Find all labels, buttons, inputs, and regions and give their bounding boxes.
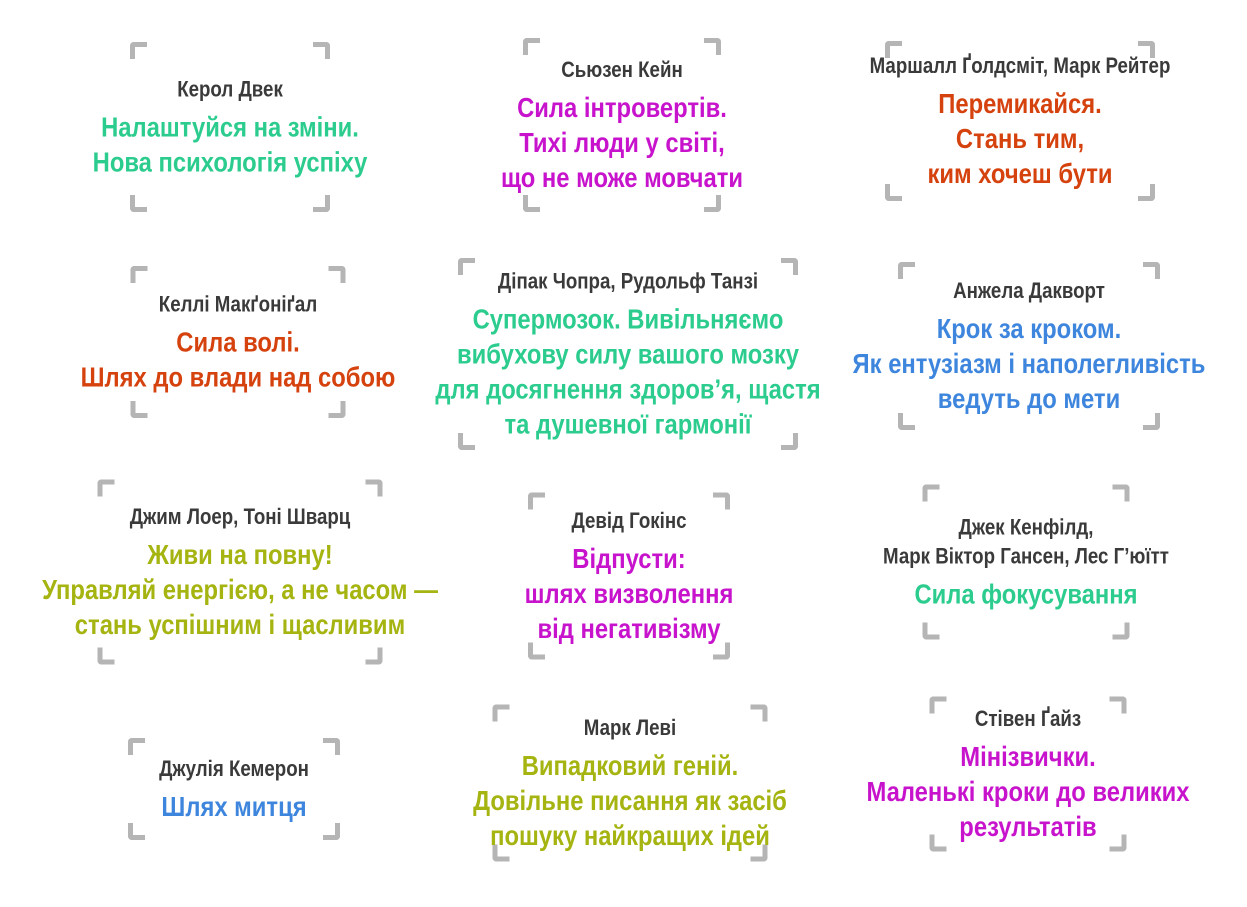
book-title xyxy=(853,311,1206,416)
crop-mark-bottom-right-icon xyxy=(1113,623,1130,640)
book-text xyxy=(883,513,1169,612)
title-line: Сила волі. xyxy=(176,326,300,358)
book-title xyxy=(473,748,787,853)
book-author xyxy=(435,267,820,296)
title-line: Крок за кроком. xyxy=(936,313,1122,344)
book-author xyxy=(42,502,438,531)
title-line: Відпусти: xyxy=(572,543,686,574)
title-line: Налаштуйся на зміни. xyxy=(101,111,359,143)
book-text xyxy=(473,713,787,853)
book-author xyxy=(501,55,743,84)
book-author xyxy=(853,276,1206,305)
crop-mark-bottom-right-icon xyxy=(313,195,330,212)
title-line: Супермозок. Вивільняємо xyxy=(472,303,784,335)
title-line: ким хочеш бути xyxy=(927,158,1113,189)
title-line: від негативізму xyxy=(537,613,721,644)
book-text xyxy=(525,506,734,646)
author-line: Сьюзен Кейн xyxy=(561,57,683,82)
book-author xyxy=(525,506,734,535)
book-text xyxy=(870,51,1171,191)
book-text xyxy=(81,290,396,395)
author-line: Діпак Чопра, Рудольф Танзі xyxy=(497,268,759,294)
crop-mark-bottom-left-icon xyxy=(128,823,145,840)
book-title xyxy=(501,90,743,195)
author-line: Анжела Дакворт xyxy=(953,278,1105,303)
author-line: Маршалл Ґолдсміт, Марк Рейтер xyxy=(869,53,1171,78)
crop-mark-bottom-right-icon xyxy=(329,401,346,418)
book-text xyxy=(159,754,309,824)
crop-mark-top-left-icon xyxy=(923,485,940,502)
author-line: Джек Кенфілд, xyxy=(958,514,1094,540)
book-title xyxy=(93,110,368,180)
crop-mark-bottom-left-icon xyxy=(131,401,148,418)
book-author xyxy=(883,513,1169,571)
title-line: Як ентузіазм і наполегливість xyxy=(852,348,1206,379)
book-title xyxy=(870,86,1171,191)
title-line: Мінізвички. xyxy=(960,741,1096,772)
title-line: Довільне писання як засіб xyxy=(473,785,787,816)
book-text xyxy=(42,502,438,642)
crop-mark-top-right-icon xyxy=(704,38,721,55)
book-title xyxy=(159,789,309,824)
title-line: шлях визволення xyxy=(524,578,734,609)
crop-mark-top-left-icon xyxy=(130,42,147,59)
author-line: Марк Віктор Гансен, Лес Г’юїтт xyxy=(883,543,1169,569)
crop-mark-bottom-left-icon xyxy=(98,648,115,665)
title-line: Тихі люди у світі, xyxy=(519,127,725,158)
book-title xyxy=(435,302,820,442)
title-line: Стань тим, xyxy=(955,123,1085,154)
crop-mark-top-right-icon xyxy=(366,480,383,497)
crop-mark-bottom-left-icon xyxy=(523,195,540,212)
crop-mark-bottom-right-icon xyxy=(704,195,721,212)
title-line: Перемикайся. xyxy=(938,88,1102,119)
title-line: пошуку найкращих ідей xyxy=(490,820,770,851)
crop-mark-top-left-icon xyxy=(523,38,540,55)
title-line: Шлях митця xyxy=(161,791,307,822)
author-line: Джим Лоер, Тоні Шварц xyxy=(129,504,351,529)
book-author xyxy=(866,704,1189,733)
title-line: Сила інтровертів. xyxy=(517,92,727,123)
title-line: Випадковий геній. xyxy=(521,750,739,781)
title-line: ведуть до мети xyxy=(937,383,1121,414)
crop-mark-top-right-icon xyxy=(1113,485,1130,502)
crop-mark-top-left-icon xyxy=(98,480,115,497)
author-line: Стівен Ґайз xyxy=(974,706,1082,731)
author-line: Девід Гокінс xyxy=(571,508,687,533)
book-author xyxy=(473,713,787,742)
title-line: Живи на повну! xyxy=(147,539,333,570)
crop-mark-top-left-icon xyxy=(128,738,145,755)
title-line: та душевної гармонії xyxy=(504,408,752,440)
crop-mark-top-left-icon xyxy=(131,266,148,283)
crop-mark-top-right-icon xyxy=(329,266,346,283)
crop-mark-bottom-right-icon xyxy=(323,823,340,840)
title-line: Шлях до влади над собою xyxy=(80,361,396,393)
crop-mark-bottom-left-icon xyxy=(130,195,147,212)
book-text xyxy=(866,704,1189,844)
crop-mark-bottom-left-icon xyxy=(923,623,940,640)
author-line: Джулія Кемерон xyxy=(159,756,309,781)
title-line: Управляй енергією, а не часом — xyxy=(42,574,438,605)
book-title xyxy=(883,577,1169,612)
book-title xyxy=(866,739,1189,844)
book-author xyxy=(81,290,396,319)
author-line: Марк Леві xyxy=(583,715,677,740)
book-text xyxy=(501,55,743,195)
author-line: Келлі Макґоніґал xyxy=(158,291,318,317)
book-author xyxy=(93,75,368,104)
title-line: для досягнення здоров’я, щастя xyxy=(435,373,821,405)
title-line: Сила фокусування xyxy=(914,578,1138,610)
book-title xyxy=(525,541,734,646)
book-author xyxy=(870,51,1171,80)
book-author xyxy=(159,754,309,783)
title-line: що не може мовчати xyxy=(501,162,743,193)
crop-mark-top-right-icon xyxy=(313,42,330,59)
title-line: результатів xyxy=(959,811,1097,842)
title-line: вибухову силу вашого мозку xyxy=(457,338,799,370)
title-line: стань успішним і щасливим xyxy=(74,609,406,640)
book-text xyxy=(853,276,1206,416)
crop-mark-bottom-right-icon xyxy=(366,648,383,665)
title-line: Нова психологія успіху xyxy=(92,146,368,178)
title-line: Маленькі кроки до великих xyxy=(866,776,1190,807)
crop-mark-top-right-icon xyxy=(323,738,340,755)
book-title xyxy=(42,537,438,642)
book-text xyxy=(93,75,368,180)
book-text xyxy=(435,267,820,442)
book-title xyxy=(81,325,396,395)
author-line: Керол Двек xyxy=(177,76,283,102)
